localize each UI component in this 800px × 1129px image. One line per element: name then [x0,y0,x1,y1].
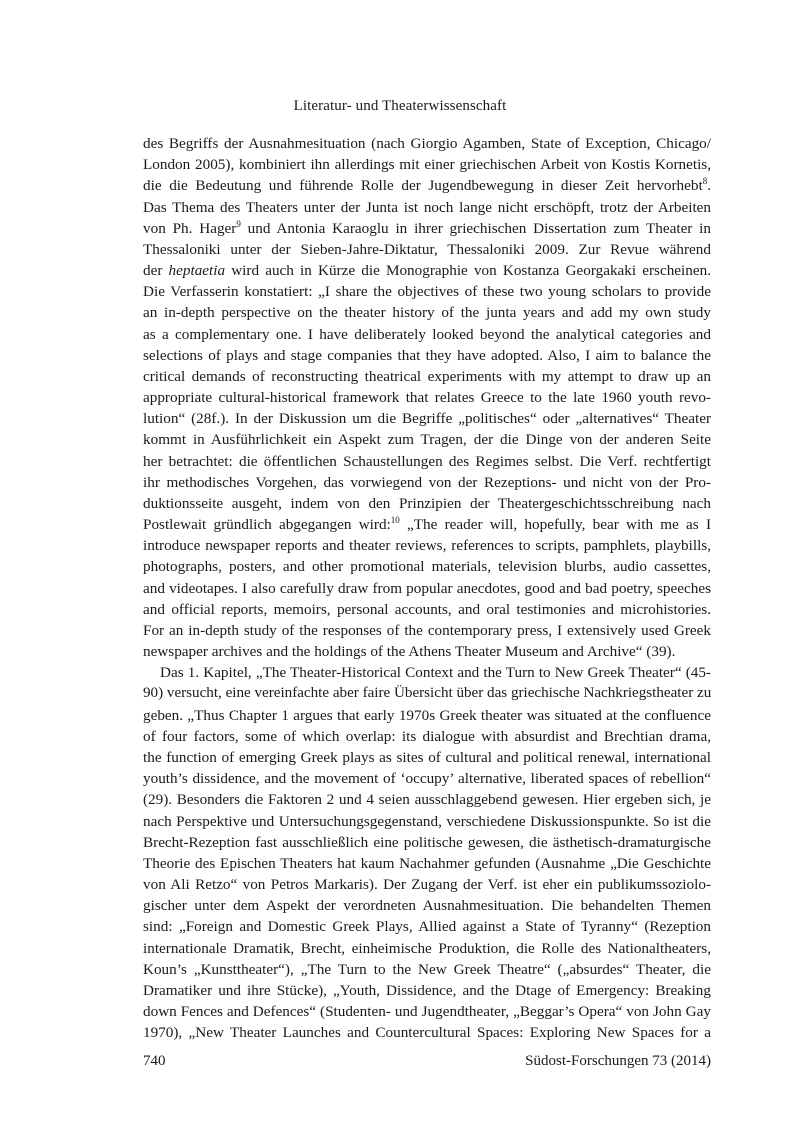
text-line: kommt in Ausführlichkeit ein Aspekt zum Tragen, der die Dinge von der anderen Seite [143,431,711,449]
italic-term: heptaetia [168,262,226,280]
journal-citation: Südost-Forschungen 73 (2014) [525,1053,711,1069]
text-line: duktionsseite ausgeht, indem von den Prinzipien der Theatergeschichtsschreibung nach [143,494,711,512]
text-line: lution“ (28f.). In der Diskussion um die Begriffe „politisches“ oder „alternatives“ Theater [143,410,711,428]
text-segment: Postlewait gründlich abgegangen wird: [143,516,391,534]
text-line [143,514,711,535]
text-line: newspaper archives and the holdings of the Athens Theater Museum and Archive“ (39). [143,643,676,661]
text-line: 1970), „New Theater Launches and Countercultural Spaces: Exploring New Spaces for a [143,1024,711,1042]
text-line: nach Perspektive und Untersuchungsgegenstand, verschiedene Diskussionspunkte. So ist die [143,812,711,830]
text-line: Theorie des Epischen Theaters hat kaum Nachahmer gefunden (Ausnahme „Die Geschichte [143,854,711,872]
text-line: of four factors, some of which overlap: its dialogue with absurdist and Brechtian drama, [143,727,711,745]
footnote-marker: 9 [236,218,241,229]
text-segment: . [707,177,711,195]
text-segment: der [143,262,169,280]
text-line: geben. „Thus Chapter 1 argues that early 1970s Greek theater was situated at the confluence [143,706,711,724]
text-line: Die Verfasserin konstatiert: „I share the objectives of these two young scholars to provide [143,283,711,301]
text-line: internationale Dramatik, Brecht, einheimische Produktion, die Rolle des Nationaltheaters, [143,939,711,957]
text-line: the function of emerging Greek plays as sites of cultural and political renewal, international [143,748,711,766]
page-number: 740 [143,1053,166,1069]
text-line: sind: „Foreign and Domestic Greek Plays, Allied against a State of Tyranny“ (Rezeption [143,918,711,936]
text-line: and videotapes. I also carefully draw from popular anecdotes, good and bad poetry, speeches [143,579,711,597]
footnote-marker: 8 [702,176,708,187]
running-title: Literatur- und Theaterwissenschaft [293,98,507,114]
text-line: Brecht-Rezeption fast ausschließlich eine politische gewesen, die ästhetisch-dramaturgische [143,833,711,851]
text-line [143,260,711,281]
text-line: Koun’s „Kunsttheater“), „The Turn to the New Greek Theatre“ („absurdes“ Theater, die [143,960,711,978]
text-segment: und Antonia Karaoglu in ihrer griechischen Dissertation zum Theater in [240,219,711,237]
text-line: Das Thema des Theaters unter der Junta ist noch lange nicht erschöpft, trotz der Arbeiten [143,198,711,216]
text-line: Dramatiker und ihre Stücke), „Youth, Dissidence, and the Dtage of Emergency: Breaking [143,981,711,999]
text-line: von Ali Retzo“ von Petros Markaris). Der Zugang der Verf. ist eher ein publikumssoziolo- [143,876,711,894]
text-line: and official reports, memoirs, personal accounts, and oral testimonies and microhistories. [143,600,711,618]
text-line: 90) versucht, eine vereinfachte aber faire Übersicht über das griechische Nachkriegstheater zu [143,685,712,702]
text-line: Thessaloniki unter der Sieben-Jahre-Diktatur, Thessaloniki 2009. Zur Revue während [143,240,711,258]
text-line: an in-depth perspective on the theater history of the junta years and add my own study [143,304,711,322]
text-line: appropriate cultural-historical framework that relates Greece to the late 1960 youth revo- [143,389,711,407]
text-line: introduce newspaper reports and theater reviews, references to scripts, pamphlets, playbills, [143,537,711,555]
text-line: London 2005), kombiniert ihn allerdings mit einer griechischen Arbeit von Kostis Kornetis, [143,156,711,174]
text-line: photographs, posters, and other promotional materials, television blurbs, audio cassettes, [143,558,711,576]
text-segment: wird auch in Kürze die Monographie von Kostanza Georgakaki erscheinen. [225,262,711,280]
text-segment: die die Bedeutung und führende Rolle der Jugendbewegung in dieser Zeit hervorhebt [143,177,703,195]
text-line: youth’s dissidence, and the movement of ‘occupy’ alternative, liberated spaces of rebellion“ [143,770,711,788]
text-line: down Fences and Defences“ (Studenten- und Jugendtheater, „Beggar’s Opera“ von John Gay [143,1003,711,1021]
text-segment: von Ph. Hager [143,219,237,237]
text-line: selections of plays and stage companies that they have adopted. Also, I aim to balance the [143,346,711,364]
text-line: des Begriffs der Ausnahmesituation (nach Giorgio Agamben, State of Exception, Chicago/ [143,135,711,152]
text-line [143,175,711,196]
text-line [143,218,711,239]
text-line: Das 1. Kapitel, „The Theater-Historical Context and the Turn to New Greek Theater“ (45- [160,664,711,682]
text-line: her betrachtet: die öffentlichen Schaustellungen des Regimes selbst. Die Verf. rechtfertigt [143,452,711,470]
text-line: as a complementary one. I have deliberately looked beyond the analytical categories and [143,325,711,343]
body-text [143,133,711,1043]
text-line: gischer unter dem Aspekt der verordneten Ausnahmesituation. Die behandelten Themen [143,897,711,915]
text-line: For an in-depth study of the responses of the contemporary press, I extensively used Greek [143,621,711,639]
text-line: ihr methodisches Vorgehen, das vorwiegend von der Rezeptions- und nicht von der Pro- [143,473,711,491]
footnote-marker: 10 [390,515,400,526]
text-line: critical demands of reconstructing theatrical experiments with my attempt to draw up an [143,367,711,385]
text-line: (29). Besonders die Faktoren 2 und 4 seien ausschlaggebend gewesen. Hier ergeben sich, je [143,791,711,809]
text-segment: „The reader will, hopefully, bear with me as I [399,516,712,534]
